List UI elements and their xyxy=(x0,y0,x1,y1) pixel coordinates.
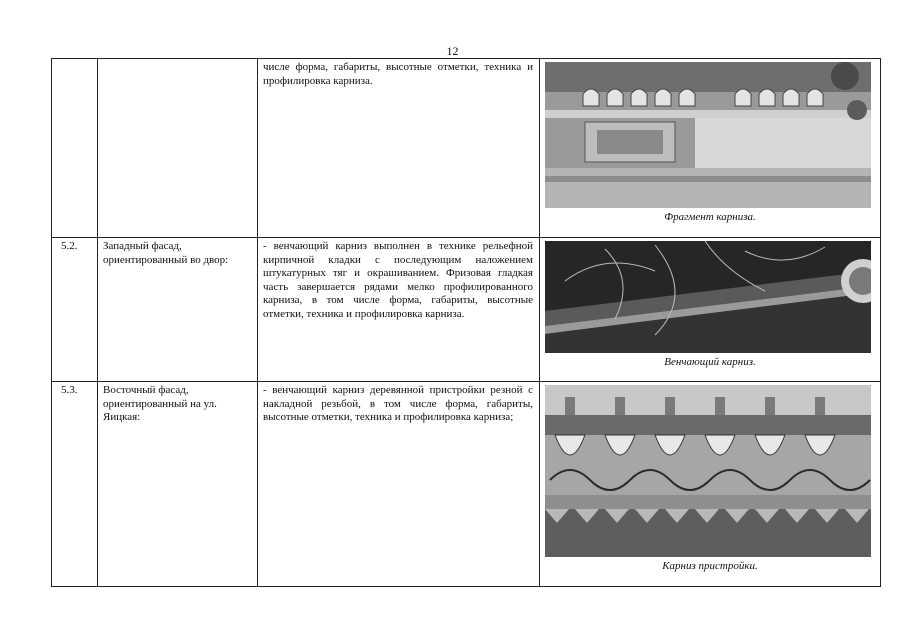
facade-name xyxy=(98,59,257,61)
cell-description xyxy=(258,59,540,238)
page-number: 12 xyxy=(446,44,459,58)
cell-description xyxy=(258,382,540,587)
facade-name: Восточный фасад, ориентированный на ул. Яицкая: xyxy=(103,384,217,424)
document-table xyxy=(51,58,881,587)
row-number xyxy=(52,59,97,61)
crowning-cornice-photo xyxy=(545,241,871,353)
cell-number xyxy=(52,238,98,382)
photo-caption: Карниз пристройки. xyxy=(662,560,758,572)
annex-cornice-photo xyxy=(545,385,871,557)
facade-description: числе форма, габариты, высотные отметки, техника и профилировка карниза. xyxy=(263,61,533,87)
cell-facade xyxy=(98,238,258,382)
cell-facade xyxy=(98,59,258,238)
facade-name: Западный фасад, ориентированный во двор: xyxy=(103,240,229,266)
photo-caption: Венчающий карниз. xyxy=(664,356,756,368)
cell-description xyxy=(258,238,540,382)
cornice-fragment-photo xyxy=(545,62,871,208)
cell-facade xyxy=(98,382,258,587)
row-number: 5.3. xyxy=(61,384,78,396)
photo-caption: Фрагмент карниза. xyxy=(664,211,756,223)
facade-description: - венчающий карниз деревянной пристройки резной с накладной резьбой, в том числе форма, габариты, высотные отметки, техника и профилировка карниза; xyxy=(263,384,533,424)
cell-photo xyxy=(540,59,881,238)
table-row xyxy=(52,59,881,238)
table-row xyxy=(52,382,881,587)
cell-number xyxy=(52,382,98,587)
cell-photo xyxy=(540,382,881,587)
cell-number xyxy=(52,59,98,238)
cell-photo xyxy=(540,238,881,382)
facade-description: - венчающий карниз выполнен в технике рельефной кирпичной кладки с последующим наложением штукатурных тяг и окрашиванием. Фризовая гладкая часть завершается рядами мелко профилированного карниза, в том числе форма, габариты, высотные отметки, техника и профилировка карниза. xyxy=(263,240,533,320)
table-row xyxy=(52,238,881,382)
row-number: 5.2. xyxy=(61,240,78,252)
